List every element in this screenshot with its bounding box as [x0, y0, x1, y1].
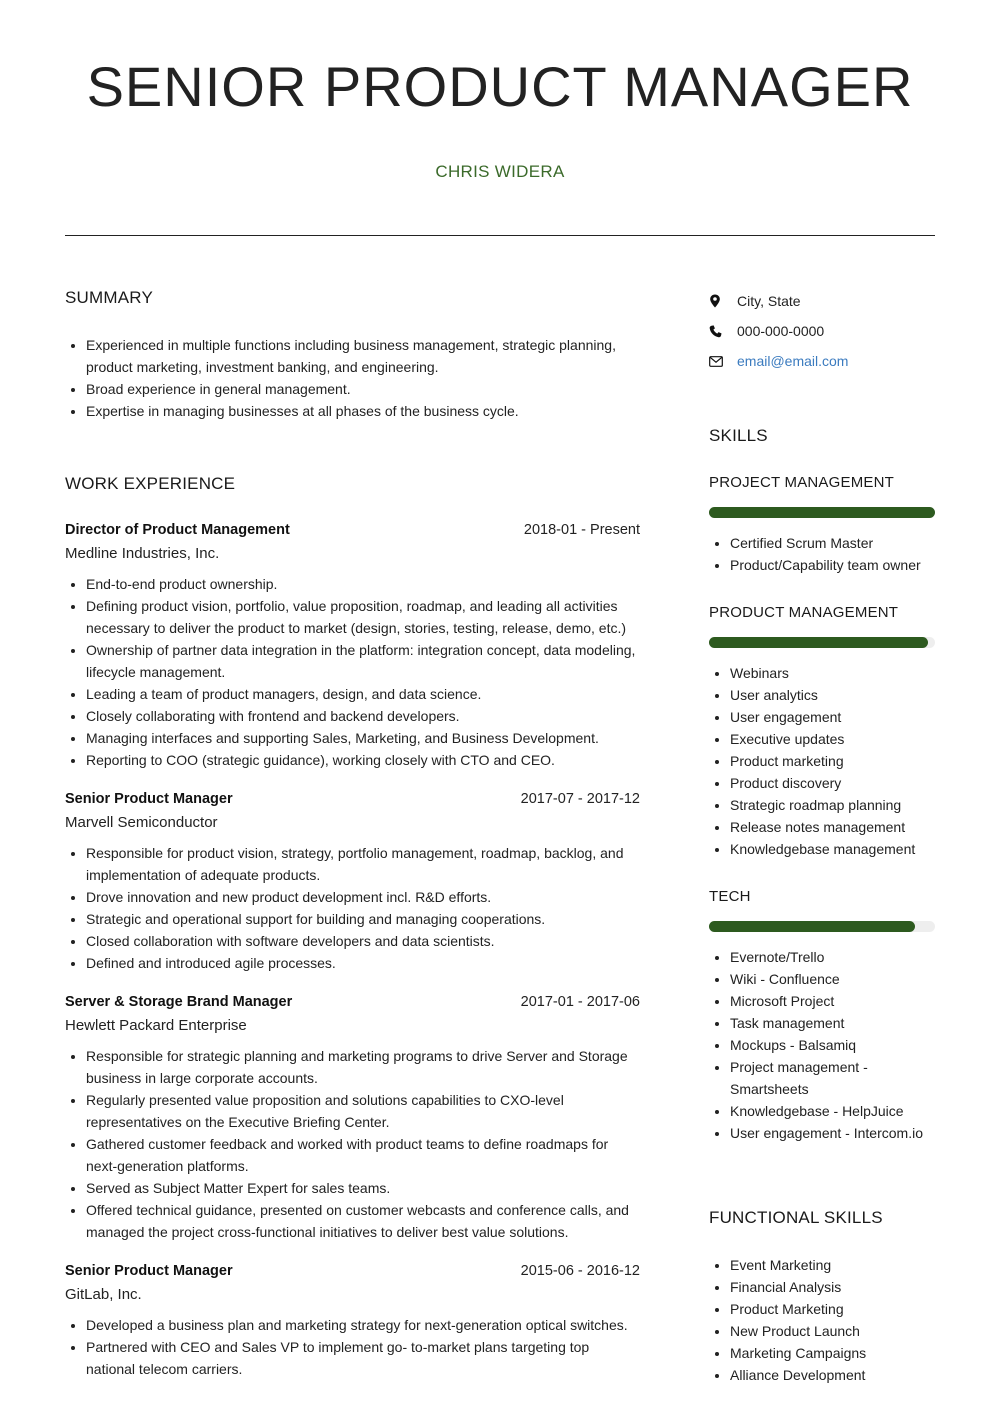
job-duty: • Responsible for strategic planning and marketing programs to drive Server and Storage business in large corporate accounts.	[86, 1045, 640, 1089]
summary-item: • Experienced in multiple functions including business management, strategic planning, product marketing, investment banking, and engineering.	[86, 334, 640, 378]
job-duty: • Closed collaboration with software developers and data scientists.	[86, 930, 640, 952]
skill-item: • Mockups - Balsamiq	[730, 1034, 935, 1056]
job-duty: • End-to-end product ownership.	[86, 573, 640, 595]
skill-item: • Microsoft Project	[730, 990, 935, 1012]
job-duty: • Closely collaborating with frontend and backend developers.	[86, 705, 640, 727]
skill-item: • User engagement	[730, 706, 935, 728]
skill-item: • Wiki - Confluence	[730, 968, 935, 990]
skills-heading: SKILLS	[709, 426, 768, 445]
job-duty: • Strategic and operational support for building and managing cooperations.	[86, 908, 640, 930]
job-duties	[65, 842, 640, 974]
skill-item: • User analytics	[730, 684, 935, 706]
skill-level-bar	[709, 507, 935, 518]
page-title: SENIOR PRODUCT MANAGER	[86, 55, 914, 118]
job-dates: 2015-06 - 2016-12	[520, 1263, 640, 1279]
summary-item: • Expertise in managing businesses at all phases of the business cycle.	[86, 400, 640, 422]
work-experience-heading: WORK EXPERIENCE	[65, 474, 236, 493]
skill-item: • Release notes management	[730, 816, 935, 838]
skill-level-fill	[709, 507, 935, 518]
functional-skills-list	[709, 1254, 935, 1386]
contact-location-text: City, State	[737, 293, 801, 309]
functional-skill-item: • New Product Launch	[730, 1320, 935, 1342]
skill-level-fill	[709, 921, 915, 932]
job-dates: 2017-01 - 2017-06	[520, 994, 640, 1010]
summary-heading: SUMMARY	[65, 288, 153, 307]
skill-item: • Task management	[730, 1012, 935, 1034]
sidebar-column	[709, 286, 935, 1386]
skill-item: • Knowledgebase management	[730, 838, 935, 860]
skill-group	[709, 474, 935, 576]
job-duty: • Managing interfaces and supporting Sales, Marketing, and Business Development.	[86, 727, 640, 749]
job-duty: • Developed a business plan and marketing strategy for next-generation optical switches.	[86, 1314, 640, 1336]
job-company: Medline Industries, Inc.	[65, 545, 220, 562]
phone-icon	[709, 325, 737, 338]
skill-list	[709, 946, 935, 1144]
job-company: Hewlett Packard Enterprise	[65, 1017, 247, 1034]
job-dates: 2017-07 - 2017-12	[520, 791, 640, 807]
skill-group-name: TECH	[709, 888, 751, 905]
summary-item: • Broad experience in general management.	[86, 378, 640, 400]
functional-skill-item: • Event Marketing	[730, 1254, 935, 1276]
skill-item: • Executive updates	[730, 728, 935, 750]
skill-item: • Project management - Smartsheets	[730, 1056, 935, 1100]
job-duty: • Offered technical guidance, presented on customer webcasts and conference calls, and managed the project cross-functional initiatives to deliver best value solutions.	[86, 1199, 640, 1243]
contact-location	[709, 286, 935, 316]
skill-group-name: PRODUCT MANAGEMENT	[709, 604, 899, 621]
functional-skill-item: • Financial Analysis	[730, 1276, 935, 1298]
job-duty: • Gathered customer feedback and worked with product teams to define roadmaps for next-generation platforms.	[86, 1133, 640, 1177]
skill-item: • Certified Scrum Master	[730, 532, 935, 554]
functional-skills-heading: FUNCTIONAL SKILLS	[709, 1208, 883, 1227]
map-pin-icon	[709, 294, 737, 308]
job-company: Marvell Semiconductor	[65, 814, 218, 831]
job-duty: • Ownership of partner data integration in the platform: integration concept, data modeling, lifecycle management.	[86, 639, 640, 683]
functional-skill-item: • Alliance Development	[730, 1364, 935, 1386]
job-duties	[65, 1314, 640, 1380]
job-title: Senior Product Manager	[65, 1263, 233, 1279]
jobs-list	[65, 520, 640, 1380]
job-duties	[65, 573, 640, 771]
skill-item: • Knowledgebase - HelpJuice	[730, 1100, 935, 1122]
job-title: Director of Product Management	[65, 522, 290, 538]
contact-email	[709, 346, 935, 376]
job-company: GitLab, Inc.	[65, 1286, 142, 1303]
functional-skill-item: • Product Marketing	[730, 1298, 935, 1320]
job-entry	[65, 1261, 640, 1380]
job-duty: • Regularly presented value proposition and solutions capabilities to CXO-level representatives on the Executive Briefing Center.	[86, 1089, 640, 1133]
skill-item: • Evernote/Trello	[730, 946, 935, 968]
skill-level-bar	[709, 637, 935, 648]
job-entry	[65, 789, 640, 974]
job-dates: 2018-01 - Present	[523, 522, 640, 538]
job-duty: • Partnered with CEO and Sales VP to implement go- to-market plans targeting top national telecom carriers.	[86, 1336, 640, 1380]
contact-phone-text: 000-000-0000	[737, 323, 825, 339]
skill-item: • Product marketing	[730, 750, 935, 772]
job-duty: • Leading a team of product managers, design, and data science.	[86, 683, 640, 705]
skill-group-name: PROJECT MANAGEMENT	[709, 474, 895, 491]
job-title: Senior Product Manager	[65, 791, 233, 807]
contact-email-link[interactable]: email@email.com	[737, 353, 849, 369]
envelope-icon	[709, 356, 737, 367]
functional-skill-item: • Marketing Campaigns	[730, 1342, 935, 1364]
header-divider	[65, 235, 935, 236]
skill-group	[709, 604, 935, 860]
job-duty: • Served as Subject Matter Expert for sales teams.	[86, 1177, 640, 1199]
skill-item: • Product/Capability team owner	[730, 554, 935, 576]
skill-list	[709, 532, 935, 576]
job-duties	[65, 1045, 640, 1243]
contact-phone	[709, 316, 935, 346]
job-duty: • Reporting to COO (strategic guidance), working closely with CTO and CEO.	[86, 749, 640, 771]
skill-item: • Webinars	[730, 662, 935, 684]
skill-level-bar	[709, 921, 935, 932]
job-duty: • Responsible for product vision, strategy, portfolio management, roadmap, backlog, and implementation of adequate products.	[86, 842, 640, 886]
job-entry	[65, 992, 640, 1243]
skill-group	[709, 888, 935, 1144]
skill-item: • Product discovery	[730, 772, 935, 794]
job-duty: • Defining product vision, portfolio, value proposition, roadmap, and leading all activities necessary to deliver the product to market (design, stories, testing, release, demo, etc.)	[86, 595, 640, 639]
skill-level-fill	[709, 637, 928, 648]
job-entry	[65, 520, 640, 771]
job-duty: • Drove innovation and new product development incl. R&D efforts.	[86, 886, 640, 908]
skill-list	[709, 662, 935, 860]
candidate-name: CHRIS WIDERA	[435, 162, 565, 181]
summary-list	[65, 334, 640, 422]
main-column	[65, 288, 640, 1380]
skill-item: • User engagement - Intercom.io	[730, 1122, 935, 1144]
job-title: Server & Storage Brand Manager	[65, 994, 293, 1010]
skill-item: • Strategic roadmap planning	[730, 794, 935, 816]
job-duty: • Defined and introduced agile processes.	[86, 952, 640, 974]
